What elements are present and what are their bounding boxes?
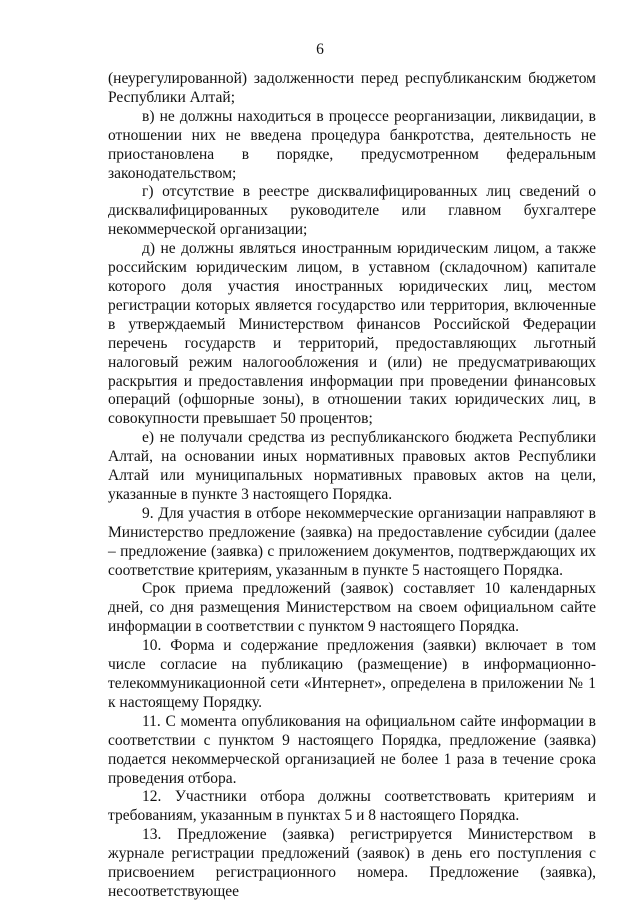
paragraph-clause-9: 9. Для участия в отборе некоммерческие организации направляют в Министерство предложение (заявка) на предоставление субсидии (далее – предложение (заявка) с приложением документов, подтверждающих их соответствие критериям, указанным в пункте 5 настоящего Порядка. (108, 504, 596, 579)
page-number: 6 (316, 41, 324, 58)
paragraph-clause-11: 11. С момента опубликования на официальном сайте информации в соответствии с пунктом 9 настоящего Порядка, предложение (заявка) подается некоммерческой организацией не более 1 раза в течение срока проведения отбора. (108, 712, 596, 787)
paragraph-clause-13: 13. Предложение (заявка) регистрируется Министерством в журнале регистрации предложений (заявок) в день его поступления с присвоением регистрационного номера. Предложение (заявка), несоответствующее (108, 826, 596, 900)
document-body (108, 70, 596, 902)
paragraph-clause-10: 10. Форма и содержание предложения (заявки) включает в том числе согласие на публикацию (размещение) в информационно-телекоммуникационной сети «Интернет», определена в приложении № 1 к настоящему Порядку. (108, 637, 596, 711)
paragraph-continuation: (неурегулированной) задолженности перед республиканским бюджетом Республики Алтай; (108, 70, 596, 106)
paragraph-item-e: е) не получали средства из республиканского бюджета Республики Алтай, на основании иных нормативных правовых актов Республики Алтай или муниципальных нормативных правовых актов на цели, указанные в пункте 3 настоящего Порядка. (108, 429, 596, 503)
paragraph-item-d: д) не должны являться иностранным юридическим лицом, а также российским юридическим лицом, в уставном (складочном) капитале которого доля участия иностранных юридических лиц, местом регистрации которых является государство или территория, включенные в утверждаемый Министерством финансов Российской Федерации перечень государств и территорий, предоставляющих льготный налоговый режим налогообложения и (или) не предусматривающих раскрытия и предоставления информации при проведении финансовых операций (офшорные зоны), в отношении таких юридических лиц, в совокупности превышает 50 процентов; (108, 240, 596, 428)
paragraph-clause-9-deadline: Срок приема предложений (заявок) составляет 10 календарных дней, со дня размещения Министерством на своем официальном сайте информации в соответствии с пунктом 9 настоящего Порядка. (108, 580, 596, 636)
paragraph-item-g: г) отсутствие в реестре дисквалифицированных лиц сведений о дисквалифицированных руководителе или главном бухгалтере некоммерческой организации; (108, 183, 596, 239)
paragraph-item-v: в) не должны находиться в процессе реорганизации, ликвидации, в отношении них не введена процедура банкротства, деятельность не приостановлена в порядке, предусмотренном федеральным законодательством; (108, 107, 596, 182)
paragraph-clause-12: 12. Участники отбора должны соответствовать критериям и требованиям, указанным в пунктах 5 и 8 настоящего Порядка. (108, 788, 596, 825)
